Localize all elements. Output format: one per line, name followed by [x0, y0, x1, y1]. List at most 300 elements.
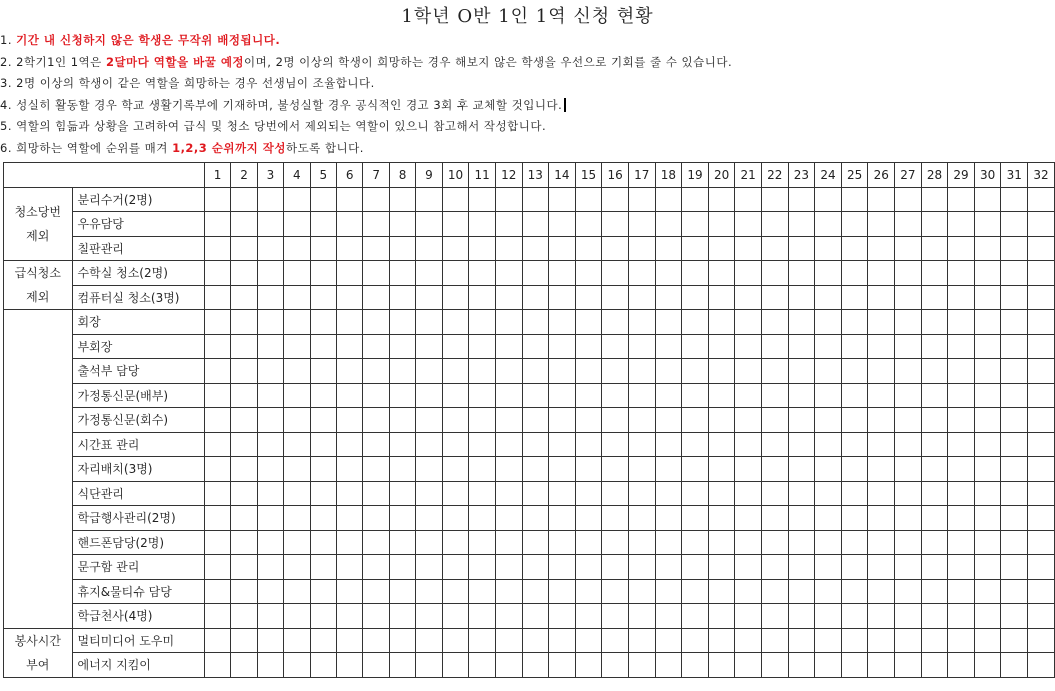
preference-cell[interactable]	[628, 481, 655, 506]
preference-cell[interactable]	[469, 506, 496, 531]
preference-cell[interactable]	[337, 261, 363, 286]
preference-cell[interactable]	[628, 604, 655, 629]
preference-cell[interactable]	[655, 212, 682, 237]
preference-cell[interactable]	[363, 334, 389, 359]
preference-cell[interactable]	[416, 530, 442, 555]
preference-cell[interactable]	[655, 579, 682, 604]
preference-cell[interactable]	[948, 261, 975, 286]
preference-cell[interactable]	[655, 310, 682, 335]
preference-cell[interactable]	[337, 334, 363, 359]
preference-cell[interactable]	[602, 236, 629, 261]
preference-cell[interactable]	[231, 653, 257, 678]
preference-cell[interactable]	[442, 285, 469, 310]
preference-cell[interactable]	[735, 261, 762, 286]
preference-cell[interactable]	[948, 653, 975, 678]
preference-cell[interactable]	[310, 236, 336, 261]
preference-cell[interactable]	[363, 236, 389, 261]
preference-cell[interactable]	[1028, 187, 1055, 212]
preference-cell[interactable]	[257, 285, 283, 310]
preference-cell[interactable]	[257, 653, 283, 678]
preference-cell[interactable]	[416, 555, 442, 580]
preference-cell[interactable]	[1001, 359, 1028, 384]
preference-cell[interactable]	[788, 187, 815, 212]
preference-cell[interactable]	[416, 457, 442, 482]
preference-cell[interactable]	[284, 653, 310, 678]
preference-cell[interactable]	[495, 628, 522, 653]
preference-cell[interactable]	[655, 285, 682, 310]
preference-cell[interactable]	[762, 457, 789, 482]
preference-cell[interactable]	[284, 555, 310, 580]
preference-cell[interactable]	[974, 530, 1001, 555]
preference-cell[interactable]	[682, 457, 709, 482]
preference-cell[interactable]	[948, 383, 975, 408]
preference-cell[interactable]	[921, 481, 948, 506]
preference-cell[interactable]	[204, 359, 230, 384]
preference-cell[interactable]	[469, 285, 496, 310]
preference-cell[interactable]	[416, 383, 442, 408]
preference-cell[interactable]	[389, 481, 415, 506]
preference-cell[interactable]	[231, 187, 257, 212]
preference-cell[interactable]	[735, 285, 762, 310]
preference-cell[interactable]	[442, 579, 469, 604]
preference-cell[interactable]	[948, 530, 975, 555]
preference-cell[interactable]	[549, 653, 576, 678]
preference-cell[interactable]	[442, 310, 469, 335]
preference-cell[interactable]	[788, 236, 815, 261]
preference-cell[interactable]	[549, 457, 576, 482]
preference-cell[interactable]	[549, 383, 576, 408]
preference-cell[interactable]	[337, 236, 363, 261]
preference-cell[interactable]	[708, 432, 735, 457]
preference-cell[interactable]	[204, 628, 230, 653]
preference-cell[interactable]	[575, 408, 602, 433]
preference-cell[interactable]	[522, 408, 549, 433]
preference-cell[interactable]	[708, 555, 735, 580]
preference-cell[interactable]	[363, 408, 389, 433]
preference-cell[interactable]	[231, 359, 257, 384]
preference-cell[interactable]	[895, 506, 922, 531]
preference-cell[interactable]	[921, 359, 948, 384]
preference-cell[interactable]	[363, 506, 389, 531]
preference-cell[interactable]	[735, 506, 762, 531]
preference-cell[interactable]	[495, 457, 522, 482]
preference-cell[interactable]	[1001, 555, 1028, 580]
preference-cell[interactable]	[762, 555, 789, 580]
preference-cell[interactable]	[708, 506, 735, 531]
preference-cell[interactable]	[469, 604, 496, 629]
preference-cell[interactable]	[231, 334, 257, 359]
preference-cell[interactable]	[469, 530, 496, 555]
preference-cell[interactable]	[204, 653, 230, 678]
preference-cell[interactable]	[442, 408, 469, 433]
preference-cell[interactable]	[815, 506, 842, 531]
preference-cell[interactable]	[868, 481, 895, 506]
preference-cell[interactable]	[522, 653, 549, 678]
preference-cell[interactable]	[628, 506, 655, 531]
preference-cell[interactable]	[310, 359, 336, 384]
preference-cell[interactable]	[735, 555, 762, 580]
preference-cell[interactable]	[655, 555, 682, 580]
preference-cell[interactable]	[337, 481, 363, 506]
preference-cell[interactable]	[948, 187, 975, 212]
preference-cell[interactable]	[682, 604, 709, 629]
preference-cell[interactable]	[204, 555, 230, 580]
preference-cell[interactable]	[284, 285, 310, 310]
preference-cell[interactable]	[389, 628, 415, 653]
preference-cell[interactable]	[204, 310, 230, 335]
preference-cell[interactable]	[284, 310, 310, 335]
preference-cell[interactable]	[841, 506, 868, 531]
preference-cell[interactable]	[974, 432, 1001, 457]
preference-cell[interactable]	[495, 310, 522, 335]
preference-cell[interactable]	[310, 408, 336, 433]
preference-cell[interactable]	[1001, 579, 1028, 604]
preference-cell[interactable]	[815, 530, 842, 555]
preference-cell[interactable]	[257, 212, 283, 237]
preference-cell[interactable]	[868, 555, 895, 580]
preference-cell[interactable]	[469, 432, 496, 457]
preference-cell[interactable]	[549, 261, 576, 286]
preference-cell[interactable]	[655, 383, 682, 408]
preference-cell[interactable]	[522, 334, 549, 359]
preference-cell[interactable]	[389, 236, 415, 261]
preference-cell[interactable]	[416, 359, 442, 384]
preference-cell[interactable]	[1028, 432, 1055, 457]
preference-cell[interactable]	[363, 653, 389, 678]
preference-cell[interactable]	[310, 604, 336, 629]
preference-cell[interactable]	[628, 653, 655, 678]
preference-cell[interactable]	[257, 236, 283, 261]
preference-cell[interactable]	[310, 579, 336, 604]
preference-cell[interactable]	[231, 212, 257, 237]
preference-cell[interactable]	[1028, 530, 1055, 555]
preference-cell[interactable]	[1028, 383, 1055, 408]
preference-cell[interactable]	[815, 408, 842, 433]
preference-cell[interactable]	[1028, 457, 1055, 482]
preference-cell[interactable]	[495, 334, 522, 359]
preference-cell[interactable]	[231, 579, 257, 604]
preference-cell[interactable]	[495, 555, 522, 580]
preference-cell[interactable]	[895, 604, 922, 629]
preference-cell[interactable]	[895, 432, 922, 457]
preference-cell[interactable]	[841, 653, 868, 678]
preference-cell[interactable]	[389, 604, 415, 629]
preference-cell[interactable]	[628, 457, 655, 482]
preference-cell[interactable]	[868, 334, 895, 359]
preference-cell[interactable]	[1001, 285, 1028, 310]
preference-cell[interactable]	[895, 261, 922, 286]
preference-cell[interactable]	[204, 432, 230, 457]
preference-cell[interactable]	[363, 310, 389, 335]
preference-cell[interactable]	[948, 579, 975, 604]
preference-cell[interactable]	[204, 383, 230, 408]
preference-cell[interactable]	[708, 628, 735, 653]
preference-cell[interactable]	[549, 285, 576, 310]
preference-cell[interactable]	[602, 187, 629, 212]
preference-cell[interactable]	[575, 432, 602, 457]
preference-cell[interactable]	[628, 432, 655, 457]
preference-cell[interactable]	[204, 236, 230, 261]
preference-cell[interactable]	[921, 310, 948, 335]
preference-cell[interactable]	[284, 334, 310, 359]
preference-cell[interactable]	[337, 310, 363, 335]
preference-cell[interactable]	[974, 261, 1001, 286]
preference-cell[interactable]	[469, 310, 496, 335]
preference-cell[interactable]	[337, 457, 363, 482]
preference-cell[interactable]	[948, 506, 975, 531]
preference-cell[interactable]	[682, 334, 709, 359]
preference-cell[interactable]	[469, 628, 496, 653]
preference-cell[interactable]	[708, 408, 735, 433]
preference-cell[interactable]	[628, 530, 655, 555]
preference-cell[interactable]	[442, 530, 469, 555]
preference-cell[interactable]	[522, 383, 549, 408]
preference-cell[interactable]	[495, 187, 522, 212]
preference-cell[interactable]	[895, 530, 922, 555]
preference-cell[interactable]	[655, 457, 682, 482]
preference-cell[interactable]	[602, 653, 629, 678]
preference-cell[interactable]	[788, 261, 815, 286]
preference-cell[interactable]	[682, 555, 709, 580]
preference-cell[interactable]	[948, 481, 975, 506]
preference-cell[interactable]	[204, 579, 230, 604]
preference-cell[interactable]	[257, 359, 283, 384]
preference-cell[interactable]	[841, 236, 868, 261]
preference-cell[interactable]	[868, 236, 895, 261]
preference-cell[interactable]	[788, 432, 815, 457]
preference-cell[interactable]	[1001, 481, 1028, 506]
preference-cell[interactable]	[231, 530, 257, 555]
preference-cell[interactable]	[921, 628, 948, 653]
preference-cell[interactable]	[708, 261, 735, 286]
preference-cell[interactable]	[284, 579, 310, 604]
preference-cell[interactable]	[974, 628, 1001, 653]
preference-cell[interactable]	[522, 432, 549, 457]
preference-cell[interactable]	[735, 457, 762, 482]
preference-cell[interactable]	[231, 555, 257, 580]
preference-cell[interactable]	[337, 432, 363, 457]
preference-cell[interactable]	[788, 359, 815, 384]
preference-cell[interactable]	[655, 236, 682, 261]
preference-cell[interactable]	[575, 653, 602, 678]
preference-cell[interactable]	[1028, 628, 1055, 653]
preference-cell[interactable]	[310, 653, 336, 678]
preference-cell[interactable]	[442, 432, 469, 457]
preference-cell[interactable]	[948, 555, 975, 580]
preference-cell[interactable]	[762, 187, 789, 212]
preference-cell[interactable]	[735, 383, 762, 408]
preference-cell[interactable]	[655, 604, 682, 629]
preference-cell[interactable]	[628, 383, 655, 408]
preference-cell[interactable]	[815, 187, 842, 212]
preference-cell[interactable]	[868, 310, 895, 335]
preference-cell[interactable]	[1001, 187, 1028, 212]
preference-cell[interactable]	[284, 236, 310, 261]
preference-cell[interactable]	[841, 555, 868, 580]
preference-cell[interactable]	[389, 555, 415, 580]
preference-cell[interactable]	[337, 212, 363, 237]
preference-cell[interactable]	[841, 285, 868, 310]
preference-cell[interactable]	[204, 285, 230, 310]
preference-cell[interactable]	[868, 432, 895, 457]
preference-cell[interactable]	[815, 481, 842, 506]
preference-cell[interactable]	[1001, 604, 1028, 629]
preference-cell[interactable]	[1028, 653, 1055, 678]
preference-cell[interactable]	[522, 285, 549, 310]
preference-cell[interactable]	[708, 310, 735, 335]
preference-cell[interactable]	[416, 261, 442, 286]
preference-cell[interactable]	[735, 212, 762, 237]
preference-cell[interactable]	[495, 604, 522, 629]
preference-cell[interactable]	[549, 359, 576, 384]
preference-cell[interactable]	[284, 506, 310, 531]
preference-cell[interactable]	[389, 579, 415, 604]
preference-cell[interactable]	[1001, 310, 1028, 335]
preference-cell[interactable]	[549, 408, 576, 433]
preference-cell[interactable]	[284, 457, 310, 482]
preference-cell[interactable]	[602, 310, 629, 335]
preference-cell[interactable]	[948, 310, 975, 335]
preference-cell[interactable]	[363, 261, 389, 286]
preference-cell[interactable]	[974, 653, 1001, 678]
preference-cell[interactable]	[442, 481, 469, 506]
preference-cell[interactable]	[602, 481, 629, 506]
preference-cell[interactable]	[442, 261, 469, 286]
preference-cell[interactable]	[602, 383, 629, 408]
preference-cell[interactable]	[1001, 653, 1028, 678]
preference-cell[interactable]	[549, 481, 576, 506]
preference-cell[interactable]	[974, 555, 1001, 580]
preference-cell[interactable]	[204, 261, 230, 286]
preference-cell[interactable]	[815, 579, 842, 604]
preference-cell[interactable]	[682, 506, 709, 531]
preference-cell[interactable]	[231, 285, 257, 310]
preference-cell[interactable]	[921, 530, 948, 555]
preference-cell[interactable]	[469, 555, 496, 580]
preference-cell[interactable]	[602, 261, 629, 286]
preference-cell[interactable]	[257, 555, 283, 580]
preference-cell[interactable]	[1001, 334, 1028, 359]
preference-cell[interactable]	[522, 310, 549, 335]
preference-cell[interactable]	[575, 212, 602, 237]
preference-cell[interactable]	[231, 481, 257, 506]
preference-cell[interactable]	[549, 530, 576, 555]
preference-cell[interactable]	[389, 457, 415, 482]
preference-cell[interactable]	[337, 604, 363, 629]
preference-cell[interactable]	[708, 285, 735, 310]
preference-cell[interactable]	[735, 334, 762, 359]
preference-cell[interactable]	[974, 506, 1001, 531]
preference-cell[interactable]	[257, 432, 283, 457]
preference-cell[interactable]	[708, 212, 735, 237]
preference-cell[interactable]	[469, 383, 496, 408]
preference-cell[interactable]	[868, 530, 895, 555]
preference-cell[interactable]	[948, 604, 975, 629]
preference-cell[interactable]	[815, 383, 842, 408]
preference-cell[interactable]	[337, 579, 363, 604]
preference-cell[interactable]	[310, 261, 336, 286]
preference-cell[interactable]	[868, 506, 895, 531]
preference-cell[interactable]	[389, 285, 415, 310]
preference-cell[interactable]	[1028, 285, 1055, 310]
preference-cell[interactable]	[708, 457, 735, 482]
preference-cell[interactable]	[337, 555, 363, 580]
preference-cell[interactable]	[762, 653, 789, 678]
preference-cell[interactable]	[469, 653, 496, 678]
preference-cell[interactable]	[602, 334, 629, 359]
preference-cell[interactable]	[841, 432, 868, 457]
preference-cell[interactable]	[762, 383, 789, 408]
preference-cell[interactable]	[469, 579, 496, 604]
preference-cell[interactable]	[231, 604, 257, 629]
preference-cell[interactable]	[257, 261, 283, 286]
preference-cell[interactable]	[363, 604, 389, 629]
preference-cell[interactable]	[310, 481, 336, 506]
preference-cell[interactable]	[575, 285, 602, 310]
preference-cell[interactable]	[284, 359, 310, 384]
preference-cell[interactable]	[549, 187, 576, 212]
preference-cell[interactable]	[841, 261, 868, 286]
preference-cell[interactable]	[921, 236, 948, 261]
preference-cell[interactable]	[231, 383, 257, 408]
preference-cell[interactable]	[284, 481, 310, 506]
preference-cell[interactable]	[708, 334, 735, 359]
preference-cell[interactable]	[284, 432, 310, 457]
preference-cell[interactable]	[815, 285, 842, 310]
preference-cell[interactable]	[788, 653, 815, 678]
preference-cell[interactable]	[231, 457, 257, 482]
preference-cell[interactable]	[363, 359, 389, 384]
preference-cell[interactable]	[655, 187, 682, 212]
preference-cell[interactable]	[974, 236, 1001, 261]
preference-cell[interactable]	[815, 653, 842, 678]
preference-cell[interactable]	[602, 628, 629, 653]
preference-cell[interactable]	[389, 383, 415, 408]
preference-cell[interactable]	[257, 383, 283, 408]
preference-cell[interactable]	[868, 212, 895, 237]
preference-cell[interactable]	[921, 187, 948, 212]
preference-cell[interactable]	[762, 481, 789, 506]
preference-cell[interactable]	[815, 236, 842, 261]
preference-cell[interactable]	[522, 579, 549, 604]
preference-cell[interactable]	[974, 310, 1001, 335]
preference-cell[interactable]	[575, 506, 602, 531]
preference-cell[interactable]	[1028, 334, 1055, 359]
preference-cell[interactable]	[575, 334, 602, 359]
preference-cell[interactable]	[575, 383, 602, 408]
preference-cell[interactable]	[257, 310, 283, 335]
preference-cell[interactable]	[602, 457, 629, 482]
preference-cell[interactable]	[974, 579, 1001, 604]
preference-cell[interactable]	[974, 604, 1001, 629]
preference-cell[interactable]	[974, 359, 1001, 384]
preference-cell[interactable]	[1001, 457, 1028, 482]
preference-cell[interactable]	[1028, 555, 1055, 580]
preference-cell[interactable]	[575, 555, 602, 580]
preference-cell[interactable]	[948, 212, 975, 237]
preference-cell[interactable]	[841, 530, 868, 555]
preference-cell[interactable]	[363, 212, 389, 237]
preference-cell[interactable]	[921, 653, 948, 678]
preference-cell[interactable]	[442, 334, 469, 359]
preference-cell[interactable]	[628, 261, 655, 286]
preference-cell[interactable]	[575, 359, 602, 384]
preference-cell[interactable]	[682, 481, 709, 506]
preference-cell[interactable]	[495, 285, 522, 310]
preference-cell[interactable]	[815, 359, 842, 384]
preference-cell[interactable]	[788, 579, 815, 604]
preference-cell[interactable]	[204, 481, 230, 506]
